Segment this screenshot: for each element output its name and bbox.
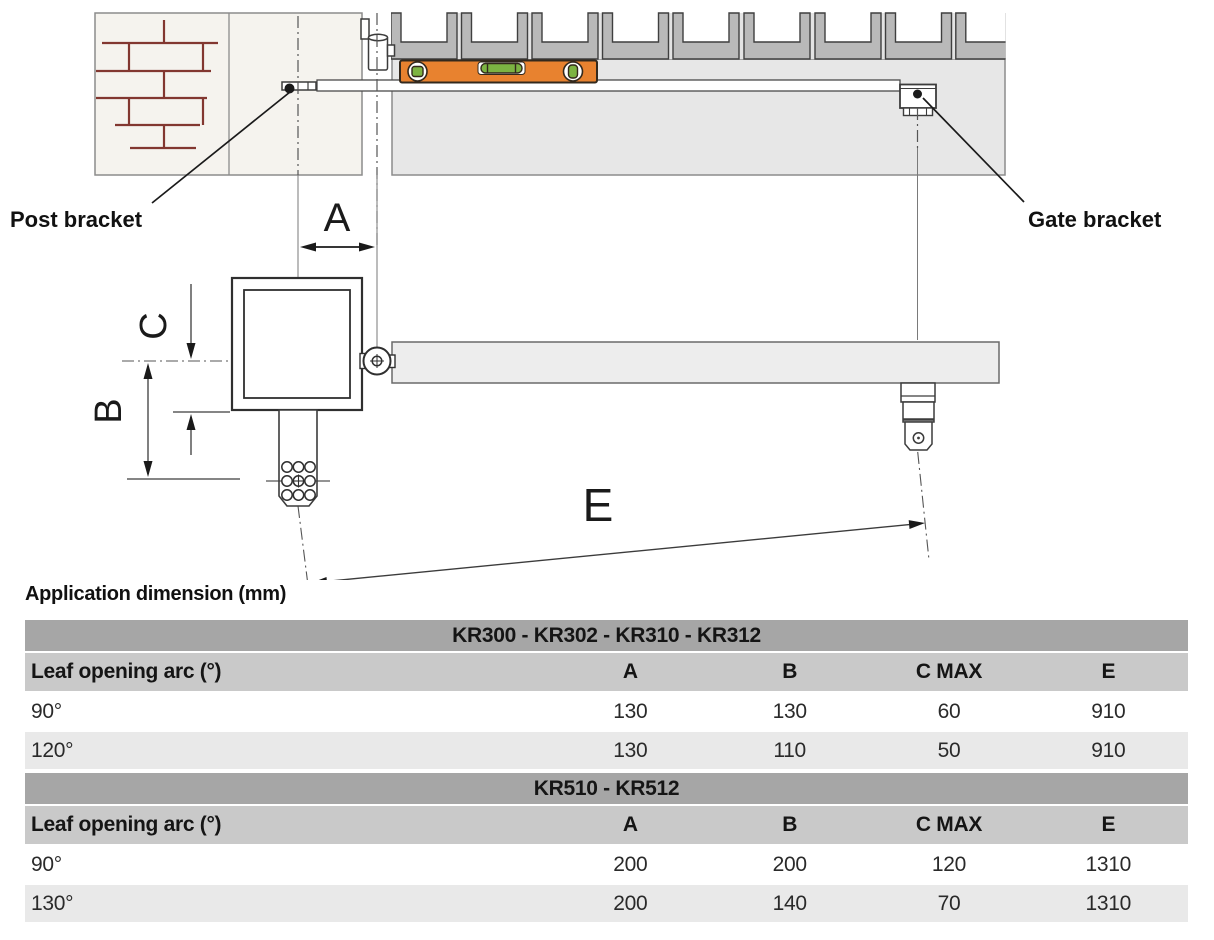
model-header-text: KR300 - KR302 - KR310 - KR312 [452, 623, 761, 647]
model-header-text: KR510 - KR512 [533, 776, 680, 800]
svg-text:E: E [582, 479, 614, 531]
cell: 130 [772, 699, 807, 723]
svg-text:C: C [133, 312, 175, 340]
table-kr510 [25, 773, 1188, 924]
dimension-b [88, 363, 240, 479]
table-row [25, 732, 1188, 769]
table-header-row [25, 653, 1188, 691]
cell: 110 [773, 738, 806, 762]
spirit-level [400, 61, 597, 83]
actuator-plate [266, 410, 330, 506]
gate-bracket-plan [901, 383, 935, 450]
dimension-e [311, 479, 925, 580]
cell: 70 [937, 891, 961, 915]
table-row [25, 885, 1188, 922]
col-header: C MAX [915, 660, 983, 683]
col-header: A [622, 660, 638, 683]
cell: 50 [937, 738, 961, 762]
col-header: B [782, 813, 798, 836]
section-title: Application dimension (mm) [25, 583, 287, 605]
table-row [25, 693, 1188, 730]
gate-bars [391, 13, 1022, 59]
table-header-row [25, 806, 1188, 844]
svg-text:B: B [88, 398, 130, 424]
cell: 130° [31, 891, 74, 915]
table-model-header [25, 773, 1188, 804]
cell: 120° [31, 738, 74, 762]
post-plan [232, 278, 362, 410]
table-row [25, 846, 1188, 883]
col-header: B [782, 660, 798, 683]
wall-elevation [95, 13, 362, 175]
post-bracket-label: Post bracket [10, 207, 143, 232]
col-header: E [1101, 813, 1116, 836]
gate-leaf-plan [392, 342, 999, 383]
cell: 200 [613, 891, 648, 915]
dimension-a [300, 196, 375, 252]
svg-text:A: A [323, 196, 351, 240]
col-header: A [622, 813, 638, 836]
cell: 1310 [1085, 852, 1132, 876]
cell: 910 [1091, 699, 1126, 723]
cell: 90° [31, 852, 62, 876]
col-header: Leaf opening arc (°) [31, 660, 222, 683]
ball-joint [360, 348, 395, 375]
cell: 130 [613, 738, 648, 762]
cell: 200 [772, 852, 807, 876]
cell: 1310 [1085, 891, 1132, 915]
cell: 60 [937, 699, 961, 723]
col-header: E [1101, 660, 1116, 683]
cell: 140 [772, 891, 807, 915]
gate-hinge [361, 19, 395, 70]
cell: 910 [1091, 738, 1126, 762]
col-header: C MAX [915, 813, 983, 836]
table-kr300 [25, 620, 1188, 771]
cell: 90° [31, 699, 62, 723]
col-header: Leaf opening arc (°) [31, 813, 222, 836]
gate-bracket-label: Gate bracket [1028, 207, 1162, 232]
table-model-header [25, 620, 1188, 651]
cell: 200 [613, 852, 648, 876]
cell: 120 [931, 852, 967, 876]
cell: 130 [613, 699, 648, 723]
